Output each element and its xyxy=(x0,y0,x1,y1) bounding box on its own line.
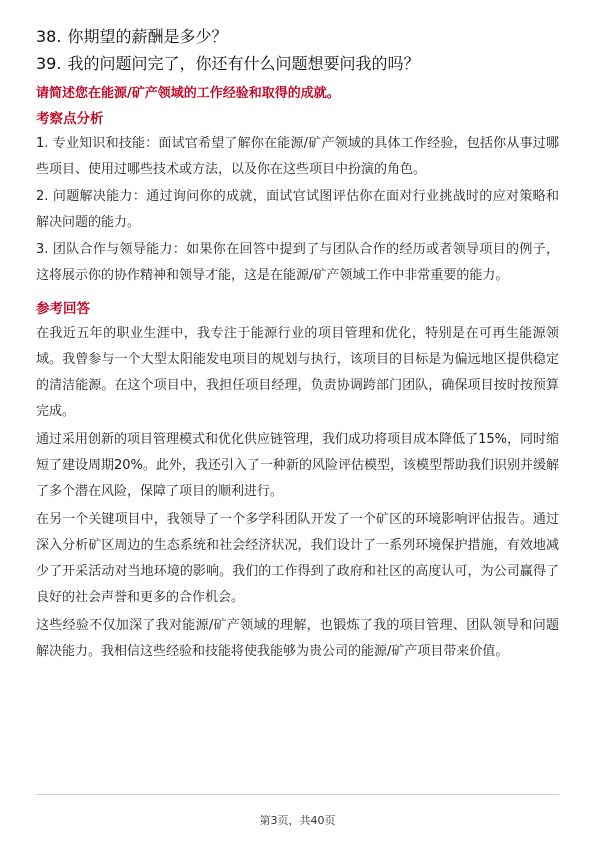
answer-section xyxy=(36,299,559,665)
previous-question-39 xyxy=(36,51,559,77)
interview-question: 请简述您在能源/矿产领域的工作经验和取得的成就。 xyxy=(36,86,340,101)
analysis-section xyxy=(36,109,559,289)
previous-question-38 xyxy=(36,24,559,50)
answer-paragraph: 通过采用创新的项目管理模式和优化供应链管理，我们成功将项目成本降低了15%，同时缩短了建设周期20%。此外，我还引入了一种新的风险评估模型，该模型帮助我们识别并缓解了多个潜在风险，保障了项目的顺利进行。 xyxy=(36,432,559,499)
analysis-title: 考察点分析 xyxy=(36,111,104,127)
footer-divider xyxy=(36,794,559,795)
analysis-point: 2. 问题解决能力：通过询问你的成就，面试官试图评估你在面对行业挑战时的应对策略和解决问题的能力。 xyxy=(36,189,559,230)
answer-paragraph: 在另一个关键项目中，我领导了一个多学科团队开发了一个矿区的环境影响评估报告。通过深入分析矿区周边的生态系统和社会经济状况，我们设计了一系列环境保护措施，有效地减少了开采活动对当地环境的影响。我们的工作得到了政府和社区的高度认可，为公司赢得了良好的社会声誉和更多的合作机会。 xyxy=(36,512,559,605)
analysis-point: 1. 专业知识和技能：面试官希望了解你在能源/矿产领域的具体工作经验，包括你从事过哪些项目、使用过哪些技术或方法，以及你在这些项目中扮演的角色。 xyxy=(36,136,559,177)
question-number: 38. xyxy=(36,27,62,46)
question-text: 我的问题问完了，你还有什么问题想要问我的吗？ xyxy=(67,54,420,73)
page-number: 第3页，共40页 xyxy=(259,814,336,827)
answer-paragraph: 在我近五年的职业生涯中，我专注于能源行业的项目管理和优化，特别是在可再生能源领域。我曾参与一个大型太阳能发电项目的规划与执行，该项目的目标是为偏远地区提供稳定的清洁能源。在这个项目中，我担任项目经理，负责协调跨部门团队，确保项目按时按预算完成。 xyxy=(36,326,559,419)
answer-paragraph: 这些经验不仅加深了我对能源/矿产领域的理解，也锻炼了我的项目管理、团队领导和问题解决能力。我相信这些经验和技能将使我能够为贵公司的能源/矿产项目带来价值。 xyxy=(36,618,559,659)
document-page xyxy=(36,24,559,665)
answer-title: 参考回答 xyxy=(36,301,90,317)
question-text: 你期望的薪酬是多少？ xyxy=(67,27,228,46)
analysis-point: 3. 团队合作与领导能力：如果你在回答中提到了与团队合作的经历或者领导项目的例子，这将展示你的协作精神和领导才能，这是在能源/矿产领域工作中非常重要的能力。 xyxy=(36,242,559,283)
question-number: 39. xyxy=(36,54,62,73)
